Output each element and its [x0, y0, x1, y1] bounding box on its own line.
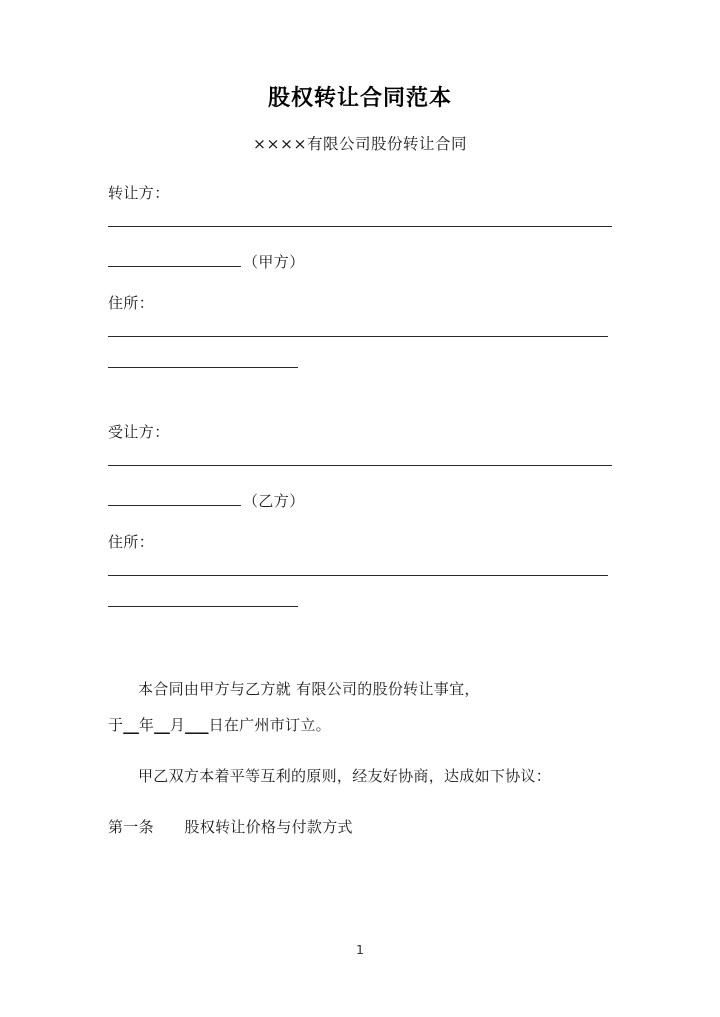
transferee-party-rule[interactable]: [108, 505, 241, 506]
transferor-address-rule-1: [108, 336, 608, 337]
page-title: 股权转让合同范本: [267, 85, 452, 111]
transferee-address-rule-1: [108, 575, 608, 576]
date-year-blank[interactable]: __: [123, 716, 139, 734]
section-spacer-1: [108, 368, 612, 395]
page-number: 1: [356, 942, 364, 957]
clause-1-heading: [108, 809, 612, 845]
transferee-address-field-1[interactable]: [108, 575, 612, 576]
clause-1-title: 股权转让价格与付款方式: [184, 818, 353, 836]
transferor-party-mark: （甲方）: [243, 253, 305, 271]
transferor-address-label: 住所：: [108, 294, 155, 312]
date-line-suffix: 日在广州市订立。: [208, 716, 331, 734]
transferee-party-mark: （乙方）: [243, 492, 305, 510]
document-subtitle: ××××有限公司股份转让合同: [253, 135, 467, 153]
contract-intro-paragraph: [108, 671, 612, 743]
transferee-address-rule-2: [108, 606, 298, 607]
intro-text-part-b: 有限公司的股份转让事宜，: [296, 680, 480, 698]
date-day-blank[interactable]: ___: [185, 716, 209, 734]
date-line-prefix: 于: [108, 716, 124, 734]
date-month-blank[interactable]: __: [154, 716, 170, 734]
transferor-party-row: [108, 253, 612, 271]
transferor-name-field[interactable]: [108, 226, 612, 227]
agreement-principle-paragraph: [108, 758, 612, 794]
transferee-name-rule: [108, 465, 612, 466]
transferee-label: 受让方：: [108, 423, 170, 441]
agreement-principle-text: 甲乙双方本着平等互利的原则，经友好协商，达成如下协议：: [138, 767, 552, 785]
transferee-name-field[interactable]: [108, 465, 612, 466]
transferor-party-rule[interactable]: [108, 266, 241, 267]
transferee-address-label: 住所：: [108, 533, 155, 551]
intro-text-part-a: 本合同由甲方与乙方就: [138, 680, 297, 698]
clause-1-number: 第一条: [108, 818, 154, 836]
transferor-label: 转让方：: [108, 184, 170, 202]
transferee-party-row: [108, 492, 612, 510]
date-month-unit: 月: [169, 716, 186, 734]
document-body: [108, 0, 612, 845]
date-year-unit: 年: [138, 716, 155, 734]
transferee-address-field-2[interactable]: [108, 606, 612, 607]
transferor-name-rule: [108, 226, 612, 227]
transferor-address-field-1[interactable]: [108, 336, 612, 337]
